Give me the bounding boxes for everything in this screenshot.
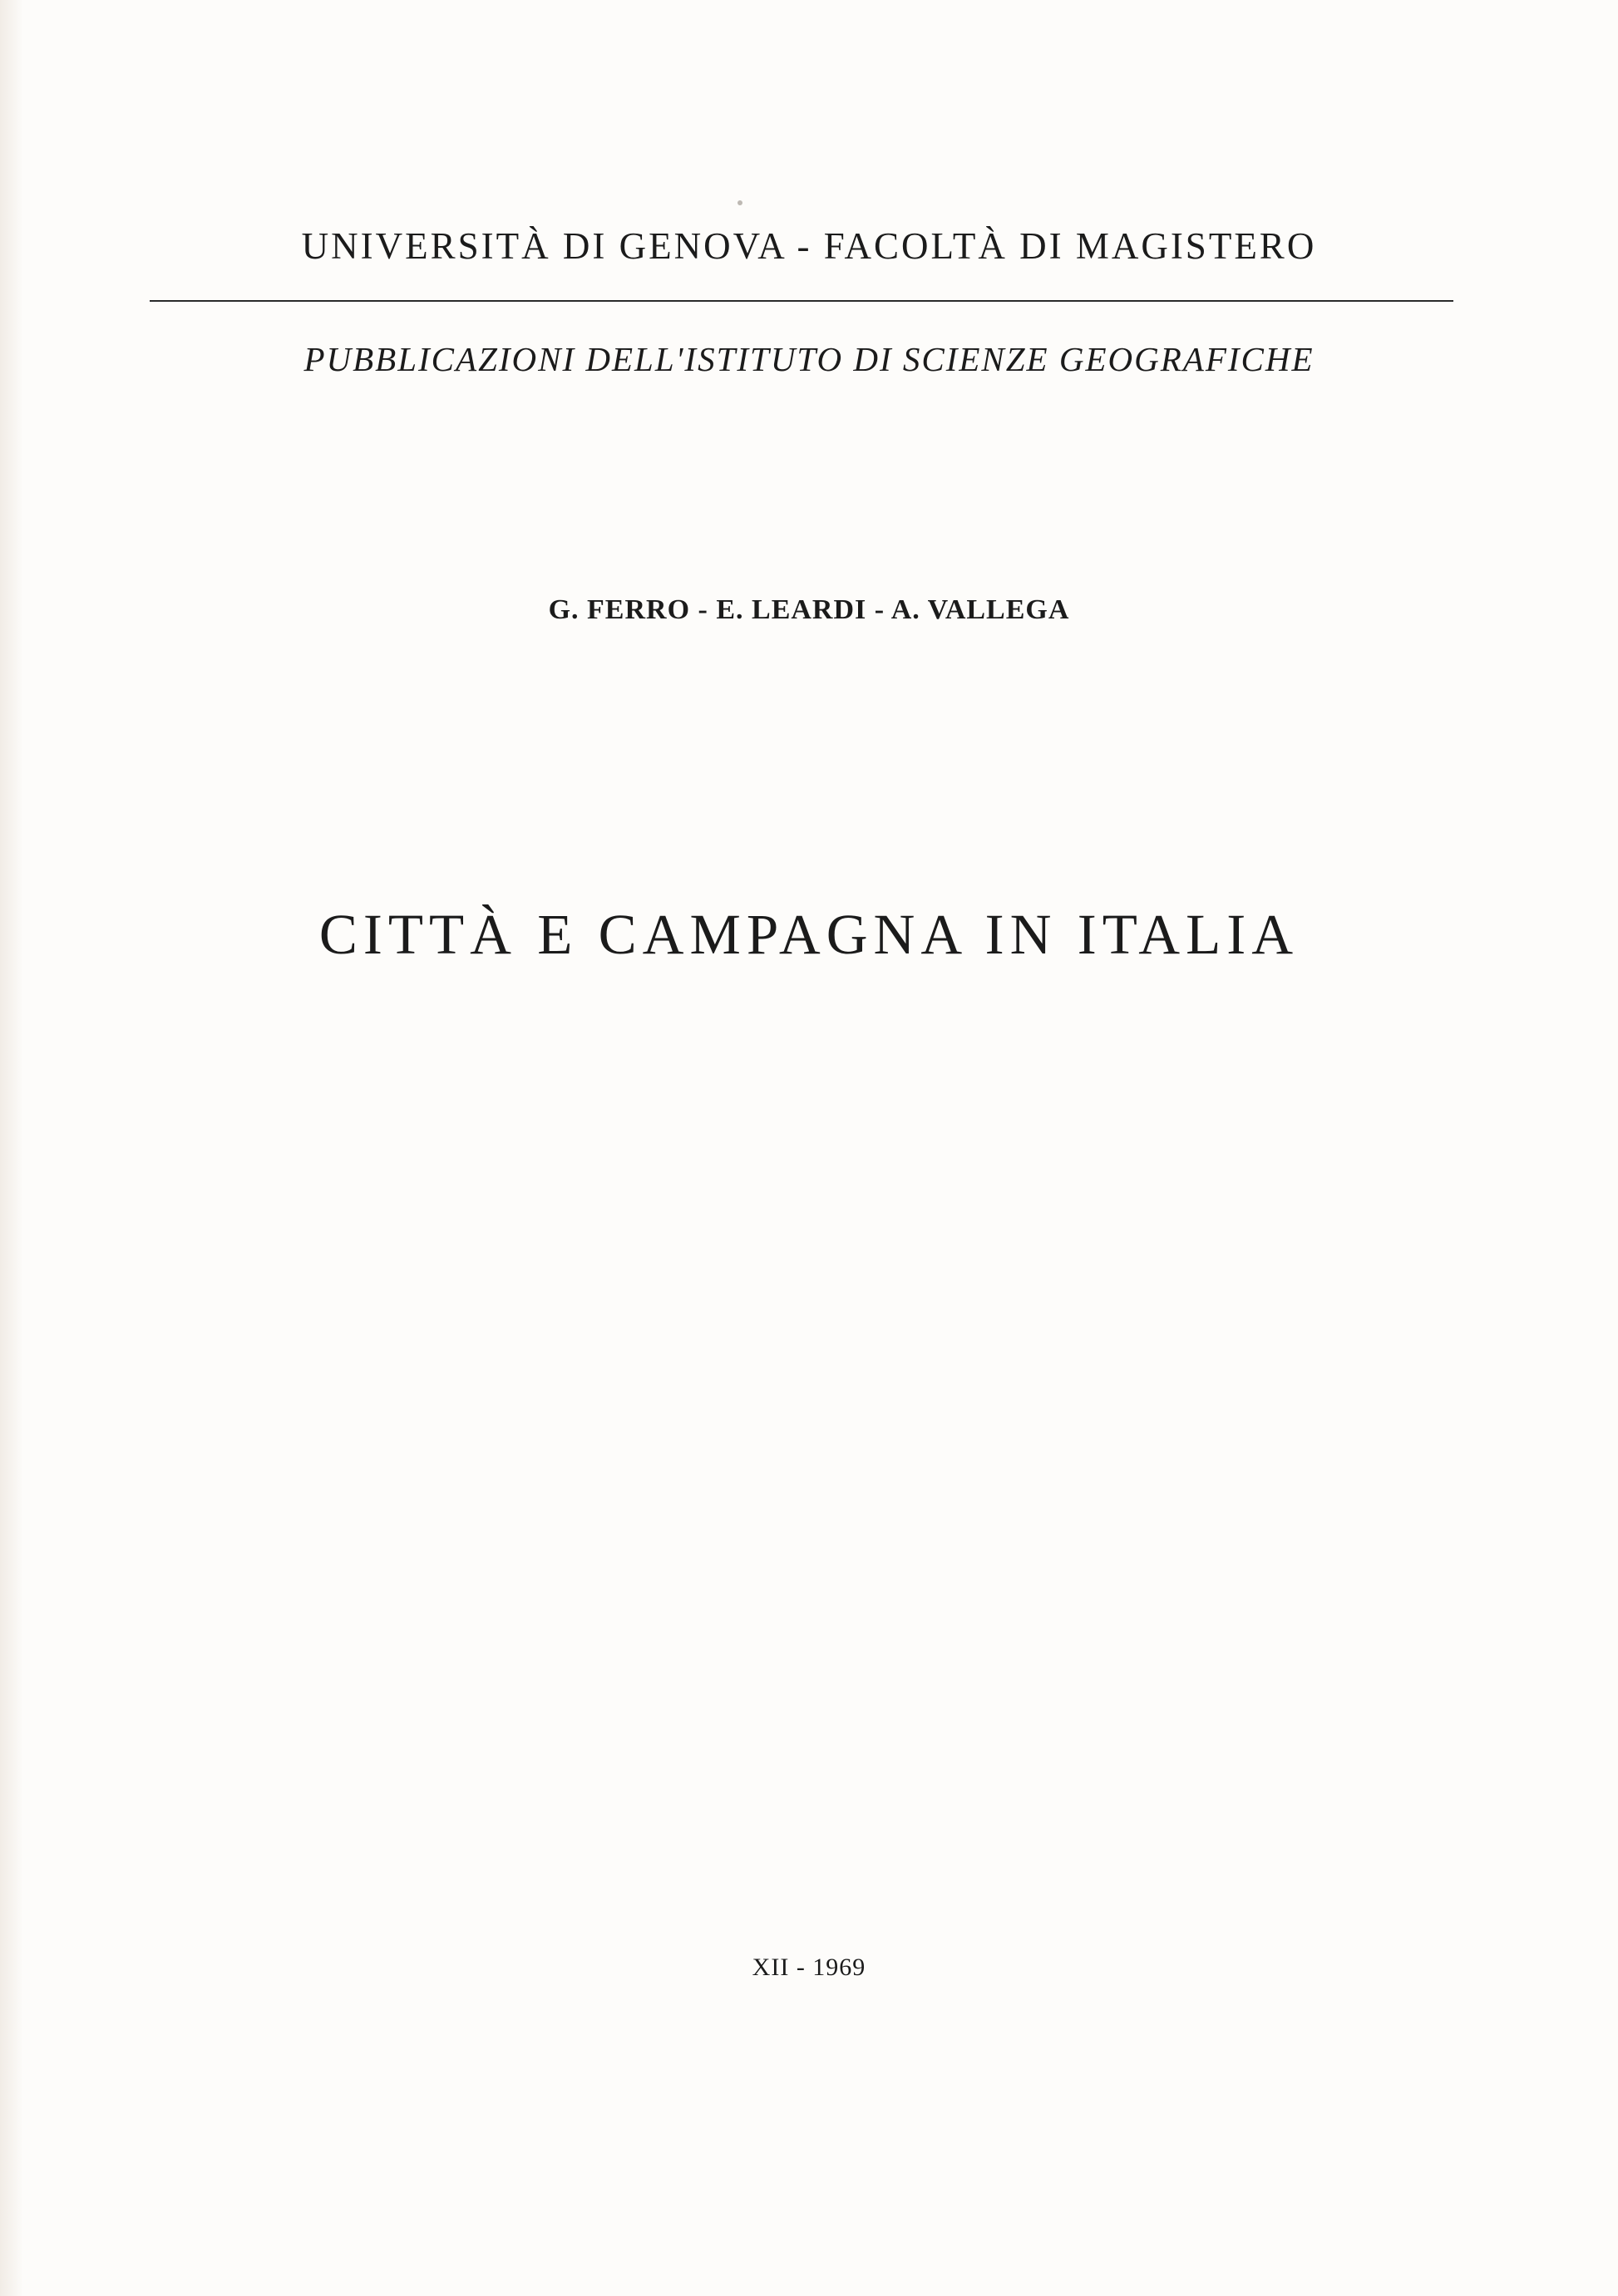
authors-line: G. FERRO - E. LEARDI - A. VALLEGA xyxy=(548,594,1070,625)
institution-heading: UNIVERSITÀ DI GENOVA - FACOLTÀ DI MAGISTERO xyxy=(301,225,1317,267)
series-heading: PUBBLICAZIONI DELL'ISTITUTO DI SCIENZE GEOGRAFICHE xyxy=(303,340,1315,378)
header-divider xyxy=(150,300,1453,302)
publication-date: XII - 1969 xyxy=(752,1954,866,1981)
paper-speck xyxy=(737,200,742,205)
spine-shadow xyxy=(0,0,23,2296)
book-title: CITTÀ E CAMPAGNA IN ITALIA xyxy=(318,903,1300,966)
